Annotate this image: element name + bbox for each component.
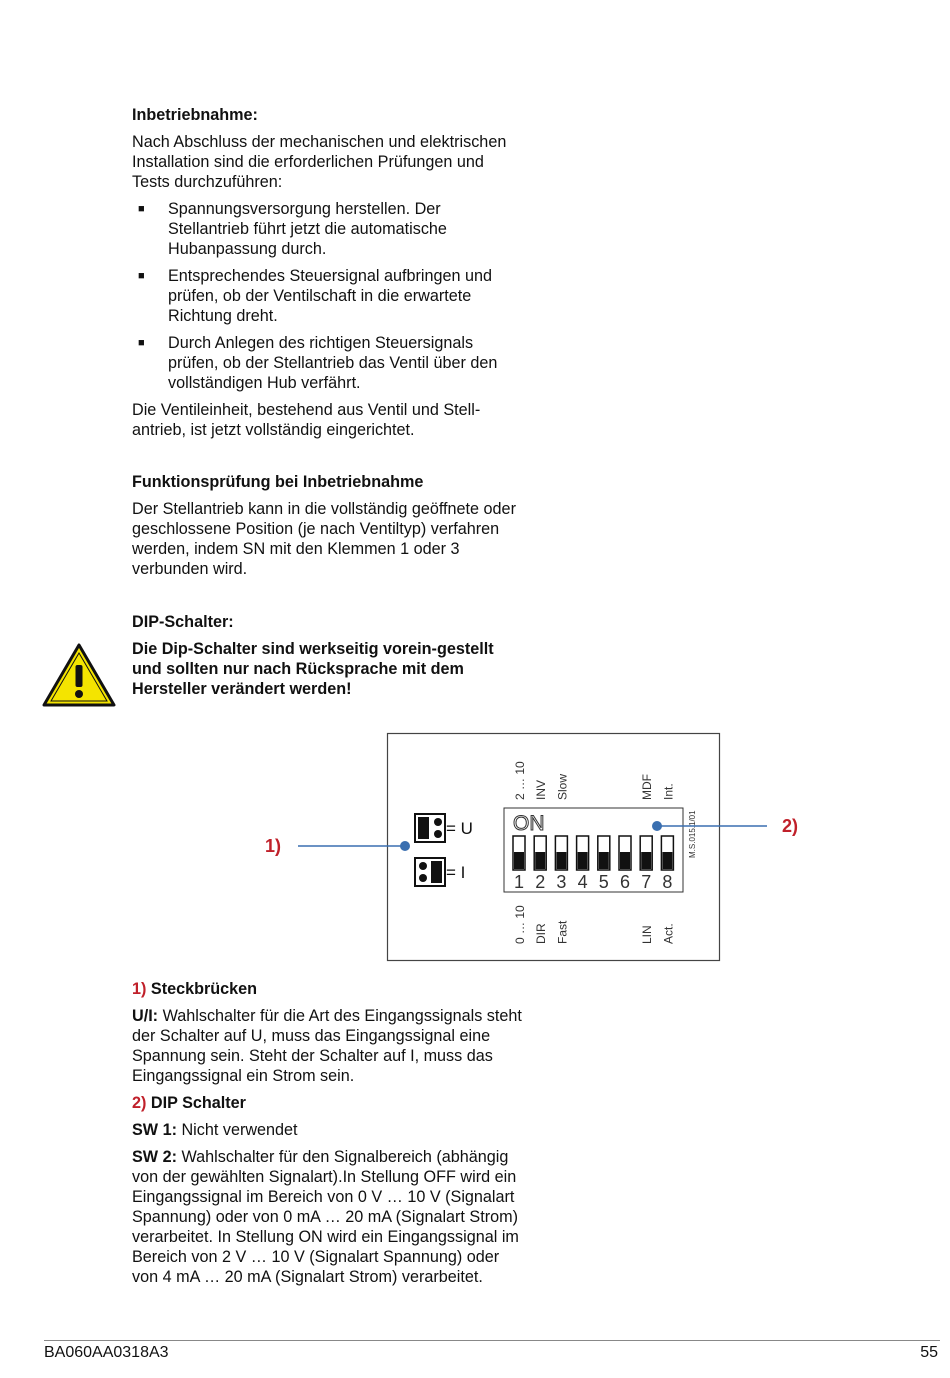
heading-dip: DIP-Schalter: [132,613,234,631]
jumper-i [415,858,465,886]
jumper-u [415,814,473,842]
on-label: ON [513,812,545,835]
figure-code: M.S.015.1/01 [688,810,697,858]
dip-switch-knob [641,852,651,869]
switch-number: 5 [598,872,609,892]
footer-page-number: 55 [920,1344,938,1361]
section-function-test [132,472,522,586]
jumper-u-label: = U [446,819,473,838]
bottom-label: Act. [661,923,676,944]
footer-rule [44,1340,940,1341]
switch-number: 2 [535,872,546,892]
section-legend [132,979,522,1294]
function-test-text: Der Stellantrieb kann in die vollständig geöffnete oder geschlossene Position (je nach Ventiltyp) verfahren werden, indem SN mit den Klemmen 1 oder 3 verbunden wird. [132,500,516,578]
sw2-text: Wahlschalter für den Signalbereich (abhängig von der gewählten Signalart).In Stellung OFF wird ein Eingangssignal im Bereich von 0 V … 10 V (Signalart Spannung) oder von 0 mA … 20 mA (Signalart Strom) verarbeitet. In Stellung ON wird ein Eingangssignal im Bereich von 2 V … 10 V (Signalart Spannung) oder von 4 mA … 20 mA (Signalart Strom) verarbeitet. [132,1148,519,1286]
ui-label: U/I: [132,1007,159,1025]
switch-number: 1 [513,872,525,892]
dip-switch-knob [535,852,545,869]
heading-commissioning: Inbetriebnahme: [132,106,258,124]
callout-1: 1) [265,836,282,856]
dip-switch-knob [620,852,630,869]
switch-number: 6 [619,872,631,892]
bullet-list [132,199,522,393]
jumper-i-label: = I [446,863,466,882]
dip-switch-knob [556,852,566,869]
top-label: MDF [640,774,655,800]
dip-switch-knob [599,852,609,869]
sw1-text: Nicht verwendet [181,1121,298,1139]
switch-number: 8 [662,872,673,892]
heading-function-test: Funktionsprüfung bei Inbetriebnahme [132,473,424,491]
dip-switch-knob [578,852,588,869]
legend-1-title: Steckbrücken [150,980,258,998]
legend-2-number: 2) [132,1094,147,1112]
switch-number: 3 [556,872,567,892]
list-item: ■ Entsprechendes Steuersignal aufbringen und prüfen, ob der Ventilschaft in die erwartete Richtung dreht. [138,267,492,325]
sw2-label: SW 2: [132,1148,177,1166]
legend-1-number: 1) [132,980,147,998]
bullet-icon: ■ [138,337,145,349]
dip-switch-figure [260,730,820,970]
bullet-icon: ■ [138,203,145,215]
section-commissioning [132,105,522,447]
ui-text: Wahlschalter für die Art des Eingangssignals steht der Schalter auf U, muss das Eingangssignal eine Spannung sein. Steht der Schalter auf I, muss das Eingangssignal ein Strom sein. [132,1007,522,1085]
footer-doc-id: BA060AA0318A3 [44,1344,169,1361]
legend-2-title: DIP Schalter [150,1094,246,1112]
warning-text: Die Dip-Schalter sind werkseitig vorein-gestellt und sollten nur nach Rücksprache mit dem Hersteller verändert werden! [132,640,494,698]
list-item: ■ Spannungsversorgung herstellen. Der Stellantrieb führt jetzt die automatische Hubanpassung durch. [138,200,447,258]
bottom-label: LIN [640,925,655,944]
closing-text: Die Ventileinheit, bestehend aus Ventil und Stell-antrieb, ist jetzt vollständig eingerichtet. [132,401,481,439]
top-label: 2 … 10 [513,761,527,800]
warning-icon [42,643,116,712]
intro-text: Nach Abschluss der mechanischen und elektrischen Installation sind die erforderlichen Prüfungen und Tests durchzuführen: [132,133,507,191]
dip-switch-knob [514,852,524,869]
bottom-label: Fast [555,920,570,944]
bullet-icon: ■ [138,270,145,282]
dip-switch-knob [662,852,672,869]
top-label: INV [534,779,549,800]
list-item: ■ Durch Anlegen des richtigen Steuersignals prüfen, ob der Stellantrieb das Ventil über den vollständigen Hub verfährt. [138,334,498,392]
section-dip [132,612,522,706]
top-label: Int. [661,783,676,800]
bottom-label: 0 … 10 [513,905,527,944]
switch-number: 7 [641,872,652,892]
sw1-label: SW 1: [132,1121,177,1139]
top-label: Slow [555,773,570,800]
bottom-label: DIR [534,923,549,944]
callout-2: 2) [782,816,799,836]
switch-number: 4 [577,872,588,892]
